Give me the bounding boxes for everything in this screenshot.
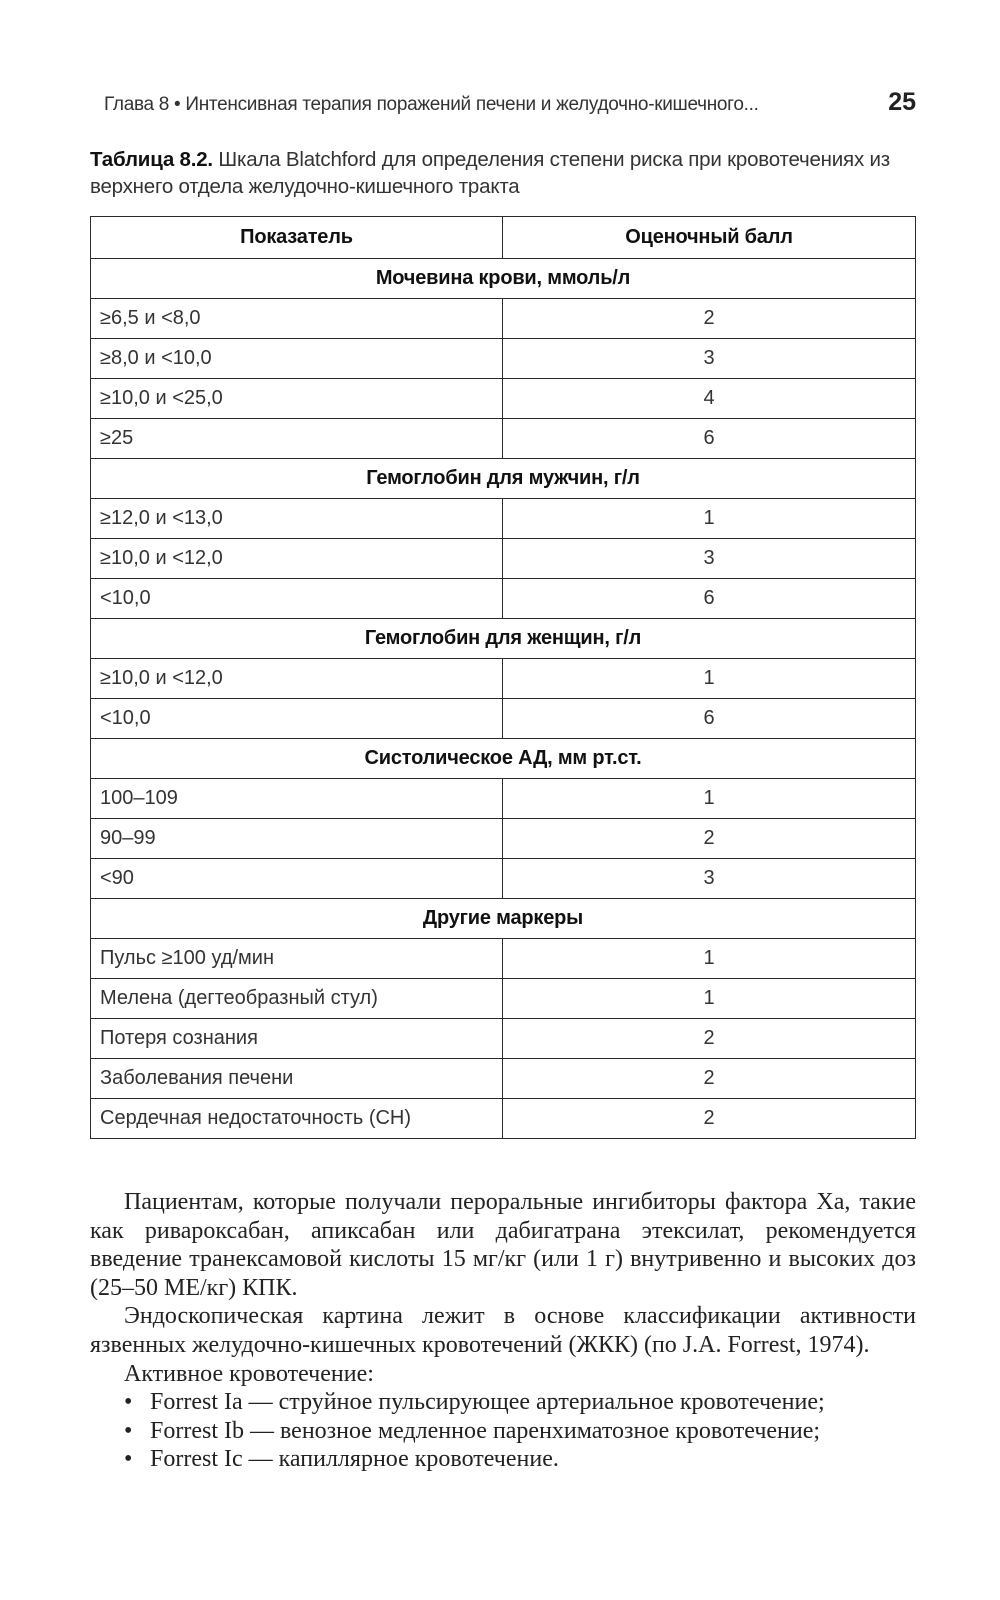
page-number: 25 [888, 88, 916, 116]
section-title: Гемоглобин для женщин, г/л [91, 619, 916, 659]
indicator-cell: ≥10,0 и <25,0 [91, 379, 503, 419]
blatchford-score-table [90, 216, 916, 1139]
section-title: Другие маркеры [91, 899, 916, 939]
score-cell: 6 [503, 419, 916, 459]
score-cell: 1 [503, 979, 916, 1019]
table-row [91, 939, 916, 979]
indicator-cell: <90 [91, 859, 503, 899]
table-caption-text: Шкала Blatchford для определения степени риска при кровотечениях из верхнего отдела желудочно-кишечного тракта [90, 148, 890, 198]
indicator-cell: ≥8,0 и <10,0 [91, 339, 503, 379]
table-row [91, 699, 916, 739]
table-row [91, 299, 916, 339]
list-item [124, 1417, 916, 1446]
paragraph-anticoagulants: Пациентам, которые получали пероральные ингибиторы фактора Ха, такие как ривароксабан, апиксабан или дабигатрана этексилат, рекомендуется введение транексамовой кислоты 15 мг/кг (или 1 г) внутривенно и высоких доз (25–50 МЕ/кг) КПК. [90, 1189, 916, 1301]
score-cell: 1 [503, 939, 916, 979]
section-row [91, 739, 916, 779]
table-caption [90, 146, 916, 200]
score-cell: 6 [503, 699, 916, 739]
indicator-cell: <10,0 [91, 579, 503, 619]
column-header-indicator: Показатель [91, 217, 503, 259]
table-row [91, 819, 916, 859]
indicator-cell: ≥10,0 и <12,0 [91, 539, 503, 579]
list-item [124, 1388, 916, 1417]
table-row [91, 419, 916, 459]
table-row [91, 379, 916, 419]
section-row [91, 259, 916, 299]
indicator-cell: ≥10,0 и <12,0 [91, 659, 503, 699]
score-cell: 4 [503, 379, 916, 419]
score-cell: 2 [503, 299, 916, 339]
indicator-cell: Мелена (дегтеобразный стул) [91, 979, 503, 1019]
score-cell: 2 [503, 1019, 916, 1059]
score-cell: 6 [503, 579, 916, 619]
list-item-text: Forrest Ia — струйное пульсирующее артериальное кровотечение; [150, 1389, 825, 1416]
list-item [124, 1445, 916, 1474]
indicator-cell: 100–109 [91, 779, 503, 819]
indicator-cell: ≥6,5 и <8,0 [91, 299, 503, 339]
score-cell: 3 [503, 539, 916, 579]
score-cell: 2 [503, 1059, 916, 1099]
forrest-list [90, 1388, 916, 1474]
table-row [91, 979, 916, 1019]
section-row [91, 619, 916, 659]
table-header-row [91, 217, 916, 259]
indicator-cell: Сердечная недостаточность (СН) [91, 1099, 503, 1139]
indicator-cell: Потеря сознания [91, 1019, 503, 1059]
indicator-cell: Пульс ≥100 уд/мин [91, 939, 503, 979]
list-item-text: Forrest Ic — капиллярное кровотечение. [150, 1446, 559, 1473]
indicator-cell: <10,0 [91, 699, 503, 739]
section-row [91, 459, 916, 499]
table-row [91, 779, 916, 819]
score-cell: 1 [503, 779, 916, 819]
table-row [91, 659, 916, 699]
table-row [91, 499, 916, 539]
list-item-text: Forrest Ib — венозное медленное паренхиматозное кровотечение; [150, 1417, 821, 1444]
table-row [91, 1059, 916, 1099]
table-caption-label: Таблица 8.2. [90, 148, 213, 171]
body-text [90, 1188, 916, 1474]
indicator-cell: ≥25 [91, 419, 503, 459]
indicator-cell: ≥12,0 и <13,0 [91, 499, 503, 539]
column-header-score: Оценочный балл [503, 217, 916, 259]
score-cell: 1 [503, 659, 916, 699]
section-row [91, 899, 916, 939]
score-cell: 2 [503, 819, 916, 859]
score-cell: 1 [503, 499, 916, 539]
score-cell: 3 [503, 339, 916, 379]
score-cell: 3 [503, 859, 916, 899]
paragraph-endoscopy: Эндоскопическая картина лежит в основе классификации активности язвенных желудочно-кишечных кровотечений (ЖКК) (по J.A. Forrest, 1974). [90, 1303, 916, 1358]
list-intro: Активное кровотечение: [124, 1360, 374, 1387]
table-row [91, 1019, 916, 1059]
table-row [91, 339, 916, 379]
table-row [91, 539, 916, 579]
table-row [91, 579, 916, 619]
section-title: Мочевина крови, ммоль/л [91, 259, 916, 299]
bullet-icon: • [124, 1389, 133, 1416]
bullet-icon: • [124, 1417, 133, 1444]
section-title: Гемоглобин для мужчин, г/л [91, 459, 916, 499]
score-cell: 2 [503, 1099, 916, 1139]
indicator-cell: Заболевания печени [91, 1059, 503, 1099]
bullet-icon: • [124, 1446, 133, 1473]
section-title: Систолическое АД, мм рт.ст. [91, 739, 916, 779]
table-body [91, 259, 916, 1139]
table-row [91, 1099, 916, 1139]
indicator-cell: 90–99 [91, 819, 503, 859]
running-header [104, 88, 916, 120]
running-title: Глава 8 • Интенсивная терапия поражений печени и желудочно-кишечного... [104, 94, 759, 115]
table-row [91, 859, 916, 899]
